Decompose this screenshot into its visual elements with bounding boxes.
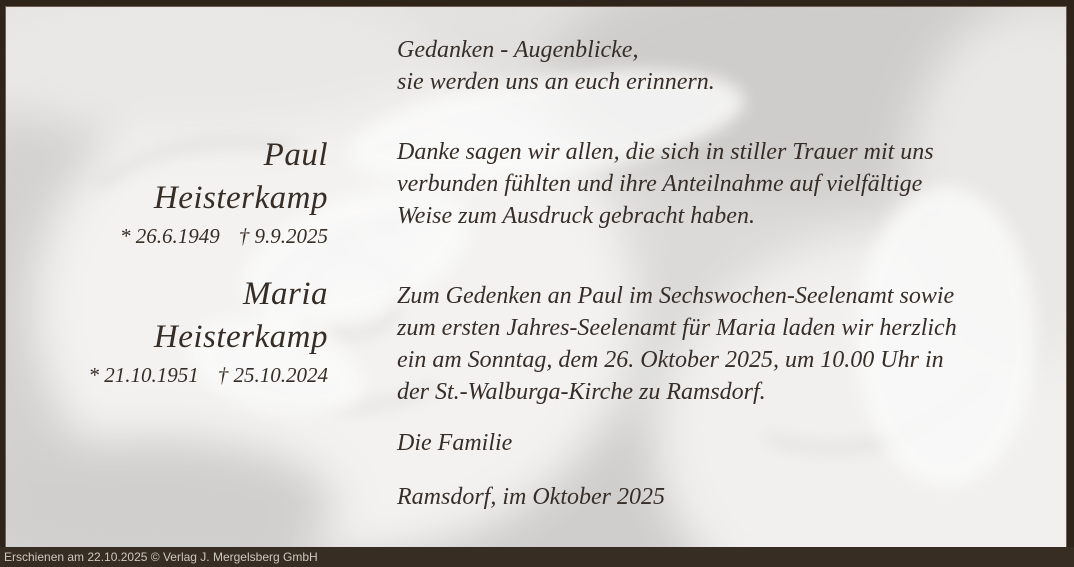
death-date: † 9.9.2025 [238, 224, 328, 248]
invitation-paragraph [397, 280, 957, 408]
invitation-line: zum ersten Jahres-Seelenamt für Maria laden wir herzlich [397, 315, 957, 341]
last-name: Heisterkamp [153, 180, 328, 216]
invitation-line: der St.-Walburga-Kirche zu Ramsdorf. [397, 379, 766, 405]
publisher-text: Erschienen am 22.10.2025 © Verlag J. Mergelsberg GmbH [4, 550, 318, 564]
first-name: Maria [243, 276, 328, 312]
invitation-line: Zum Gedenken an Paul im Sechswochen-Seelenamt sowie [397, 283, 955, 309]
person-maria [28, 273, 328, 389]
invitation-line: ein am Sonntag, dem 26. Oktober 2025, um 10.00 Uhr in [397, 347, 944, 373]
place-dateline: Ramsdorf, im Oktober 2025 [397, 484, 665, 510]
life-dates [28, 223, 328, 250]
person-paul [28, 134, 328, 250]
publisher-bar [0, 547, 1074, 567]
birth-date: * 26.6.1949 [120, 224, 220, 248]
intro-verse [397, 34, 715, 98]
birth-date: * 21.10.1951 [88, 363, 199, 387]
rose-photo [6, 7, 1066, 547]
first-name: Paul [263, 137, 328, 173]
intro-line: sie werden uns an euch erinnern. [397, 69, 715, 95]
last-name: Heisterkamp [153, 319, 328, 355]
thanks-line: Weise zum Ausdruck gebracht haben. [397, 203, 755, 229]
life-dates [28, 362, 328, 389]
thanks-paragraph [397, 136, 934, 232]
thanks-line: verbunden fühlten und ihre Anteilnahme auf vielfältige [397, 171, 923, 197]
closing-signature: Die Familie [397, 430, 513, 456]
thanks-line: Danke sagen wir allen, die sich in stiller Trauer mit uns [397, 139, 934, 165]
intro-line: Gedanken - Augenblicke, [397, 37, 639, 63]
death-date: † 25.10.2024 [217, 363, 328, 387]
